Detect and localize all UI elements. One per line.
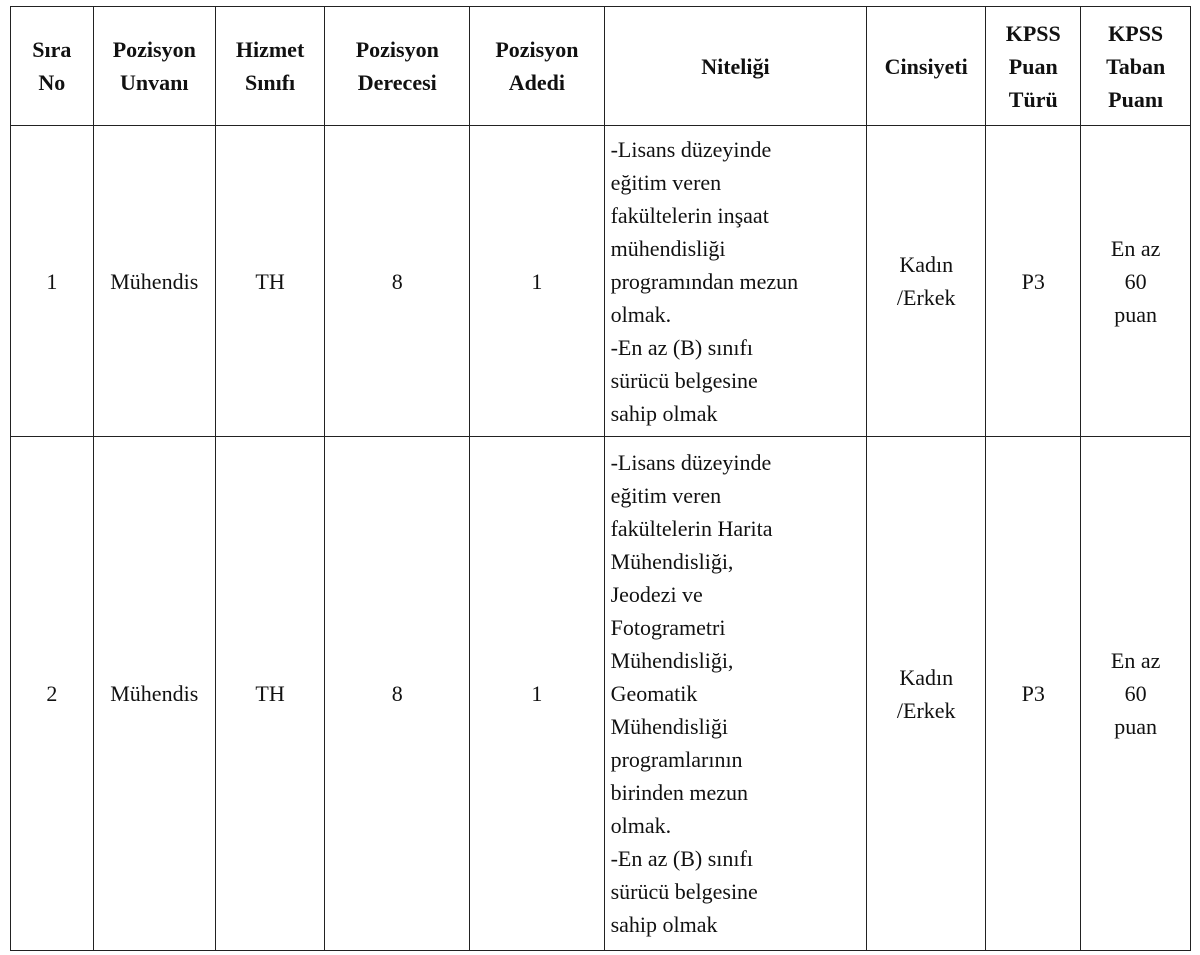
cell-kpss-taban-puani-text: [1085, 644, 1186, 743]
text-line: puan: [1114, 714, 1158, 739]
text-line: Taban: [1106, 53, 1166, 79]
text-line: olmak.: [610, 813, 672, 838]
cell-cinsiyeti-text: [871, 248, 981, 314]
text-line: Hizmet: [235, 37, 305, 62]
text-line: programından mezun: [610, 268, 799, 294]
cell-kpss-puan-turu: P3: [986, 437, 1081, 951]
header-pozisyon-unvani-text: [96, 33, 213, 99]
text-line: Niteliği: [701, 53, 770, 79]
text-line: puan: [1114, 301, 1158, 327]
text-line: Türü: [1008, 86, 1058, 112]
cell-kpss-taban-puani: [1081, 437, 1191, 951]
header-niteligi-text: [607, 50, 865, 83]
cell-kpss-taban-puani: [1081, 126, 1191, 437]
header-pozisyon-derecesi-text: [327, 33, 467, 99]
cell-niteligi: [604, 126, 867, 437]
cell-pozisyon-derecesi: 8: [325, 437, 470, 951]
header-pozisyon-adedi: [470, 7, 604, 126]
cell-kpss-taban-puani-text: [1085, 232, 1186, 331]
header-cinsiyeti: [867, 7, 986, 126]
text-line: olmak.: [610, 301, 672, 327]
text-line: sürücü belgesine: [610, 367, 758, 393]
header-hizmet-sinifi: [215, 7, 325, 126]
text-line: Mühendisliği: [610, 714, 728, 739]
text-line: Mühendisliği,: [610, 648, 734, 673]
text-line: Puan: [1008, 53, 1058, 79]
text-line: Adedi: [508, 70, 565, 95]
text-line: Kadın: [899, 664, 954, 690]
text-line: programlarının: [610, 747, 743, 772]
cell-niteligi-text: [611, 446, 861, 941]
cell-hizmet-sinifi: TH: [215, 437, 325, 951]
text-line: Fotogrametri: [610, 615, 726, 640]
header-hizmet-sinifi-text: [218, 33, 323, 99]
text-line: Kadın: [899, 252, 954, 277]
header-sira-no: [11, 7, 94, 126]
cell-cinsiyeti: [867, 437, 986, 951]
text-line: fakültelerin Harita: [610, 516, 773, 541]
cell-pozisyon-derecesi: 8: [325, 126, 470, 437]
text-line: Puanı: [1108, 86, 1164, 112]
text-line: Cinsiyeti: [884, 53, 968, 79]
cell-kpss-puan-turu: P3: [986, 126, 1081, 437]
table-header-row: [11, 7, 1191, 126]
text-line: -Lisans düzeyinde: [610, 136, 772, 162]
cell-pozisyon-adedi: 1: [470, 437, 604, 951]
cell-niteligi-text: [611, 133, 861, 430]
text-line: Derecesi: [357, 70, 437, 95]
text-line: Geomatik: [610, 681, 698, 706]
cell-pozisyon-unvani: Mühendis: [93, 126, 215, 437]
text-line: mühendisliği: [610, 235, 726, 261]
header-cinsiyeti-text: [869, 50, 983, 83]
text-line: En az: [1110, 235, 1161, 261]
text-line: 60: [1124, 681, 1147, 706]
text-line: KPSS: [1108, 20, 1164, 46]
text-line: sahip olmak: [610, 912, 718, 937]
text-line: Unvanı: [120, 70, 189, 95]
text-line: Sıra: [32, 37, 72, 62]
text-line: /Erkek: [896, 697, 956, 723]
text-line: -Lisans düzeyinde: [610, 450, 772, 475]
cell-pozisyon-unvani: Mühendis: [93, 437, 215, 951]
text-line: KPSS: [1005, 20, 1061, 46]
text-line: sahip olmak: [610, 400, 718, 426]
position-table: [10, 6, 1191, 951]
text-line: /Erkek: [896, 285, 956, 310]
text-line: Mühendisliği,: [610, 549, 734, 574]
text-line: -En az (B) sınıfı: [610, 846, 753, 871]
text-line: -En az (B) sınıfı: [610, 334, 753, 360]
header-kpss-taban-puani-text: [1083, 17, 1188, 116]
header-sira-no-text: [13, 33, 91, 99]
cell-pozisyon-adedi: 1: [470, 126, 604, 437]
cell-cinsiyeti-text: [871, 661, 981, 727]
table-row: [11, 437, 1191, 951]
cell-cinsiyeti: [867, 126, 986, 437]
text-line: En az: [1110, 648, 1161, 673]
text-line: eğitim veren: [610, 483, 722, 508]
header-niteligi: [604, 7, 867, 126]
text-line: Pozisyon: [112, 37, 196, 62]
header-kpss-taban-puani: [1081, 7, 1191, 126]
header-kpss-puan-turu: [986, 7, 1081, 126]
table-row: [11, 126, 1191, 437]
header-pozisyon-unvani: [93, 7, 215, 126]
text-line: birinden mezun: [610, 780, 749, 805]
text-line: eğitim veren: [610, 169, 722, 195]
text-line: sürücü belgesine: [610, 879, 758, 904]
text-line: No: [38, 70, 66, 95]
text-line: Pozisyon: [495, 37, 579, 62]
cell-sira-no: 2: [11, 437, 94, 951]
header-pozisyon-derecesi: [325, 7, 470, 126]
text-line: Jeodezi ve: [610, 582, 703, 607]
text-line: Sınıfı: [245, 70, 296, 95]
header-pozisyon-adedi-text: [472, 33, 601, 99]
text-line: 60: [1124, 268, 1147, 294]
header-kpss-puan-turu-text: [988, 17, 1078, 116]
text-line: Pozisyon: [355, 37, 439, 62]
cell-niteligi: [604, 437, 867, 951]
cell-sira-no: 1: [11, 126, 94, 437]
cell-hizmet-sinifi: TH: [215, 126, 325, 437]
text-line: fakültelerin inşaat: [610, 202, 769, 228]
